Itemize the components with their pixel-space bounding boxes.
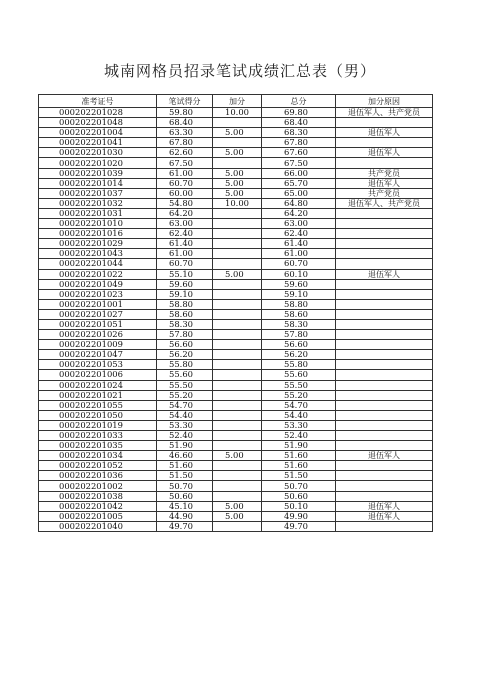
column-header-total: 总分	[262, 95, 336, 108]
total-cell: 52.40	[262, 431, 336, 441]
exam-id-cell: 000202201043	[39, 249, 157, 259]
table-row	[39, 269, 433, 279]
table-row	[39, 431, 433, 441]
bonus-cell: 10.00	[213, 198, 262, 208]
written-score-cell: 50.70	[157, 481, 213, 491]
table-row	[39, 501, 433, 511]
bonus-reason-cell: 退伍军人	[336, 269, 433, 279]
total-cell: 55.60	[262, 370, 336, 380]
written-score-cell: 51.50	[157, 471, 213, 481]
column-header-exam-id: 准考证号	[39, 95, 157, 108]
exam-id-cell: 000202201048	[39, 118, 157, 128]
bonus-reason-cell	[336, 491, 433, 501]
bonus-reason-cell	[336, 521, 433, 531]
written-score-cell: 53.30	[157, 420, 213, 430]
bonus-reason-cell	[336, 481, 433, 491]
exam-id-cell: 000202201021	[39, 390, 157, 400]
total-cell: 62.40	[262, 229, 336, 239]
table-row	[39, 471, 433, 481]
total-cell: 61.40	[262, 239, 336, 249]
bonus-cell	[213, 330, 262, 340]
exam-id-cell: 000202201042	[39, 501, 157, 511]
bonus-reason-cell	[336, 259, 433, 269]
bonus-cell	[213, 118, 262, 128]
exam-id-cell: 000202201035	[39, 441, 157, 451]
total-cell: 64.20	[262, 208, 336, 218]
bonus-cell	[213, 471, 262, 481]
bonus-cell	[213, 431, 262, 441]
table-row	[39, 410, 433, 420]
table-row	[39, 511, 433, 521]
bonus-reason-cell: 退伍军人、共产党员	[336, 198, 433, 208]
table-row	[39, 461, 433, 471]
exam-id-cell: 000202201014	[39, 178, 157, 188]
table-row	[39, 319, 433, 329]
score-table	[38, 94, 433, 532]
exam-id-cell: 000202201039	[39, 168, 157, 178]
written-score-cell: 59.80	[157, 108, 213, 118]
total-cell: 65.70	[262, 178, 336, 188]
written-score-cell: 58.80	[157, 299, 213, 309]
table-row	[39, 289, 433, 299]
table-row	[39, 481, 433, 491]
bonus-reason-cell	[336, 289, 433, 299]
exam-id-cell: 000202201005	[39, 511, 157, 521]
bonus-reason-cell	[336, 410, 433, 420]
written-score-cell: 49.70	[157, 521, 213, 531]
bonus-cell	[213, 400, 262, 410]
table-row	[39, 420, 433, 430]
bonus-reason-cell	[336, 299, 433, 309]
bonus-cell	[213, 461, 262, 471]
total-cell: 69.80	[262, 108, 336, 118]
exam-id-cell: 000202201051	[39, 319, 157, 329]
table-row	[39, 451, 433, 461]
exam-id-cell: 000202201024	[39, 380, 157, 390]
table-row	[39, 390, 433, 400]
total-cell: 67.50	[262, 158, 336, 168]
table-row	[39, 340, 433, 350]
bonus-cell	[213, 319, 262, 329]
total-cell: 54.70	[262, 400, 336, 410]
table-row	[39, 108, 433, 118]
bonus-cell	[213, 158, 262, 168]
table-row	[39, 128, 433, 138]
exam-id-cell: 000202201004	[39, 128, 157, 138]
exam-id-cell: 000202201002	[39, 481, 157, 491]
table-row	[39, 168, 433, 178]
total-cell: 51.60	[262, 461, 336, 471]
total-cell: 60.10	[262, 269, 336, 279]
exam-id-cell: 000202201006	[39, 370, 157, 380]
bonus-reason-cell: 退伍军人	[336, 178, 433, 188]
exam-id-cell: 000202201020	[39, 158, 157, 168]
written-score-cell: 44.90	[157, 511, 213, 521]
bonus-cell	[213, 360, 262, 370]
total-cell: 65.00	[262, 188, 336, 198]
table-row	[39, 188, 433, 198]
written-score-cell: 57.80	[157, 330, 213, 340]
table-row	[39, 521, 433, 531]
written-score-cell: 67.50	[157, 158, 213, 168]
table-row	[39, 441, 433, 451]
bonus-cell	[213, 249, 262, 259]
written-score-cell: 64.20	[157, 208, 213, 218]
table-row	[39, 229, 433, 239]
written-score-cell: 62.40	[157, 229, 213, 239]
total-cell: 55.20	[262, 390, 336, 400]
table-row	[39, 360, 433, 370]
bonus-reason-cell	[336, 249, 433, 259]
bonus-cell: 5.00	[213, 178, 262, 188]
exam-id-cell: 000202201033	[39, 431, 157, 441]
bonus-cell	[213, 340, 262, 350]
written-score-cell: 52.40	[157, 431, 213, 441]
total-cell: 55.50	[262, 380, 336, 390]
exam-id-cell: 000202201026	[39, 330, 157, 340]
written-score-cell: 56.20	[157, 350, 213, 360]
written-score-cell: 50.60	[157, 491, 213, 501]
bonus-cell	[213, 491, 262, 501]
written-score-cell: 46.60	[157, 451, 213, 461]
total-cell: 59.60	[262, 279, 336, 289]
exam-id-cell: 000202201019	[39, 420, 157, 430]
total-cell: 49.90	[262, 511, 336, 521]
bonus-cell	[213, 481, 262, 491]
exam-id-cell: 000202201027	[39, 309, 157, 319]
written-score-cell: 67.80	[157, 138, 213, 148]
total-cell: 50.70	[262, 481, 336, 491]
bonus-cell	[213, 289, 262, 299]
bonus-reason-cell: 退伍军人	[336, 511, 433, 521]
total-cell: 50.60	[262, 491, 336, 501]
bonus-reason-cell	[336, 138, 433, 148]
exam-id-cell: 000202201032	[39, 198, 157, 208]
bonus-reason-cell	[336, 390, 433, 400]
bonus-reason-cell: 退伍军人、共产党员	[336, 108, 433, 118]
table-row	[39, 491, 433, 501]
exam-id-cell: 000202201034	[39, 451, 157, 461]
exam-id-cell: 000202201052	[39, 461, 157, 471]
bonus-reason-cell: 退伍军人	[336, 501, 433, 511]
bonus-cell	[213, 259, 262, 269]
total-cell: 59.10	[262, 289, 336, 299]
bonus-cell	[213, 380, 262, 390]
written-score-cell: 58.30	[157, 319, 213, 329]
exam-id-cell: 000202201001	[39, 299, 157, 309]
written-score-cell: 58.60	[157, 309, 213, 319]
exam-id-cell: 000202201030	[39, 148, 157, 158]
exam-id-cell: 000202201040	[39, 521, 157, 531]
total-cell: 55.80	[262, 360, 336, 370]
total-cell: 64.80	[262, 198, 336, 208]
bonus-reason-cell	[336, 330, 433, 340]
written-score-cell: 55.20	[157, 390, 213, 400]
written-score-cell: 62.60	[157, 148, 213, 158]
written-score-cell: 54.80	[157, 198, 213, 208]
bonus-cell	[213, 441, 262, 451]
written-score-cell: 60.00	[157, 188, 213, 198]
written-score-cell: 55.10	[157, 269, 213, 279]
table-row	[39, 118, 433, 128]
total-cell: 49.70	[262, 521, 336, 531]
total-cell: 58.60	[262, 309, 336, 319]
total-cell: 67.80	[262, 138, 336, 148]
exam-id-cell: 000202201031	[39, 208, 157, 218]
bonus-reason-cell: 共产党员	[336, 168, 433, 178]
bonus-cell: 5.00	[213, 168, 262, 178]
bonus-reason-cell	[336, 158, 433, 168]
written-score-cell: 60.70	[157, 178, 213, 188]
bonus-reason-cell	[336, 420, 433, 430]
bonus-reason-cell	[336, 219, 433, 229]
bonus-reason-cell	[336, 471, 433, 481]
exam-id-cell: 000202201050	[39, 410, 157, 420]
total-cell: 53.30	[262, 420, 336, 430]
written-score-cell: 68.40	[157, 118, 213, 128]
written-score-cell: 51.90	[157, 441, 213, 451]
exam-id-cell: 000202201049	[39, 279, 157, 289]
total-cell: 58.30	[262, 319, 336, 329]
table-row	[39, 350, 433, 360]
written-score-cell: 55.60	[157, 370, 213, 380]
bonus-reason-cell	[336, 340, 433, 350]
written-score-cell: 56.60	[157, 340, 213, 350]
bonus-cell	[213, 521, 262, 531]
bonus-reason-cell	[336, 229, 433, 239]
exam-id-cell: 000202201029	[39, 239, 157, 249]
exam-id-cell: 000202201055	[39, 400, 157, 410]
table-row	[39, 178, 433, 188]
bonus-cell: 5.00	[213, 128, 262, 138]
written-score-cell: 54.40	[157, 410, 213, 420]
table-row	[39, 309, 433, 319]
bonus-reason-cell: 退伍军人	[336, 128, 433, 138]
total-cell: 58.80	[262, 299, 336, 309]
table-row	[39, 259, 433, 269]
exam-id-cell: 000202201041	[39, 138, 157, 148]
bonus-reason-cell	[336, 370, 433, 380]
bonus-cell	[213, 390, 262, 400]
written-score-cell: 51.60	[157, 461, 213, 471]
bonus-reason-cell	[336, 118, 433, 128]
table-row	[39, 330, 433, 340]
bonus-cell	[213, 309, 262, 319]
written-score-cell: 63.30	[157, 128, 213, 138]
written-score-cell: 61.40	[157, 239, 213, 249]
bonus-cell	[213, 370, 262, 380]
written-score-cell: 61.00	[157, 168, 213, 178]
bonus-reason-cell	[336, 208, 433, 218]
exam-id-cell: 000202201009	[39, 340, 157, 350]
column-header-bonus: 加分	[213, 95, 262, 108]
written-score-cell: 45.10	[157, 501, 213, 511]
exam-id-cell: 000202201023	[39, 289, 157, 299]
page-title: 城南网格员招录笔试成绩汇总表（男）	[103, 62, 376, 80]
column-header-bonus-reason: 加分原因	[336, 95, 433, 108]
bonus-cell	[213, 350, 262, 360]
bonus-cell: 5.00	[213, 511, 262, 521]
written-score-cell: 55.50	[157, 380, 213, 390]
bonus-reason-cell	[336, 309, 433, 319]
table-row	[39, 380, 433, 390]
table-row	[39, 148, 433, 158]
table-row	[39, 370, 433, 380]
bonus-cell: 5.00	[213, 501, 262, 511]
bonus-reason-cell	[336, 360, 433, 370]
exam-id-cell: 000202201047	[39, 350, 157, 360]
written-score-cell: 59.60	[157, 279, 213, 289]
total-cell: 61.00	[262, 249, 336, 259]
header-row	[39, 95, 433, 108]
table-row	[39, 239, 433, 249]
total-cell: 63.00	[262, 219, 336, 229]
bonus-cell	[213, 219, 262, 229]
total-cell: 51.90	[262, 441, 336, 451]
bonus-reason-cell	[336, 279, 433, 289]
exam-id-cell: 000202201038	[39, 491, 157, 501]
written-score-cell: 55.80	[157, 360, 213, 370]
bonus-reason-cell	[336, 431, 433, 441]
bonus-reason-cell	[336, 319, 433, 329]
bonus-reason-cell	[336, 239, 433, 249]
total-cell: 56.20	[262, 350, 336, 360]
exam-id-cell: 000202201037	[39, 188, 157, 198]
table-row	[39, 208, 433, 218]
total-cell: 68.40	[262, 118, 336, 128]
written-score-cell: 61.00	[157, 249, 213, 259]
bonus-cell: 5.00	[213, 269, 262, 279]
exam-id-cell: 000202201016	[39, 229, 157, 239]
total-cell: 51.60	[262, 451, 336, 461]
exam-id-cell: 000202201028	[39, 108, 157, 118]
bonus-reason-cell	[336, 400, 433, 410]
bonus-cell	[213, 138, 262, 148]
written-score-cell: 59.10	[157, 289, 213, 299]
bonus-cell	[213, 299, 262, 309]
total-cell: 57.80	[262, 330, 336, 340]
total-cell: 51.50	[262, 471, 336, 481]
table-row	[39, 299, 433, 309]
written-score-cell: 60.70	[157, 259, 213, 269]
table-row	[39, 158, 433, 168]
bonus-reason-cell	[336, 461, 433, 471]
table-row	[39, 279, 433, 289]
total-cell: 60.70	[262, 259, 336, 269]
bonus-cell	[213, 208, 262, 218]
exam-id-cell: 000202201022	[39, 269, 157, 279]
total-cell: 68.30	[262, 128, 336, 138]
total-cell: 66.00	[262, 168, 336, 178]
bonus-cell: 10.00	[213, 108, 262, 118]
bonus-reason-cell	[336, 350, 433, 360]
bonus-cell	[213, 229, 262, 239]
table-row	[39, 138, 433, 148]
exam-id-cell: 000202201010	[39, 219, 157, 229]
written-score-cell: 54.70	[157, 400, 213, 410]
bonus-cell: 5.00	[213, 148, 262, 158]
total-cell: 54.40	[262, 410, 336, 420]
table-row	[39, 219, 433, 229]
written-score-cell: 63.00	[157, 219, 213, 229]
bonus-cell: 5.00	[213, 188, 262, 198]
bonus-cell	[213, 410, 262, 420]
total-cell: 56.60	[262, 340, 336, 350]
bonus-cell	[213, 420, 262, 430]
table-row	[39, 198, 433, 208]
table-row	[39, 249, 433, 259]
table-row	[39, 400, 433, 410]
bonus-reason-cell: 退伍军人	[336, 451, 433, 461]
total-cell: 50.10	[262, 501, 336, 511]
bonus-cell	[213, 279, 262, 289]
exam-id-cell: 000202201036	[39, 471, 157, 481]
bonus-reason-cell: 退伍军人	[336, 148, 433, 158]
bonus-reason-cell	[336, 380, 433, 390]
bonus-cell	[213, 239, 262, 249]
exam-id-cell: 000202201044	[39, 259, 157, 269]
exam-id-cell: 000202201053	[39, 360, 157, 370]
bonus-reason-cell: 共产党员	[336, 188, 433, 198]
bonus-reason-cell	[336, 441, 433, 451]
total-cell: 67.60	[262, 148, 336, 158]
bonus-cell: 5.00	[213, 451, 262, 461]
column-header-written-score: 笔试得分	[157, 95, 213, 108]
